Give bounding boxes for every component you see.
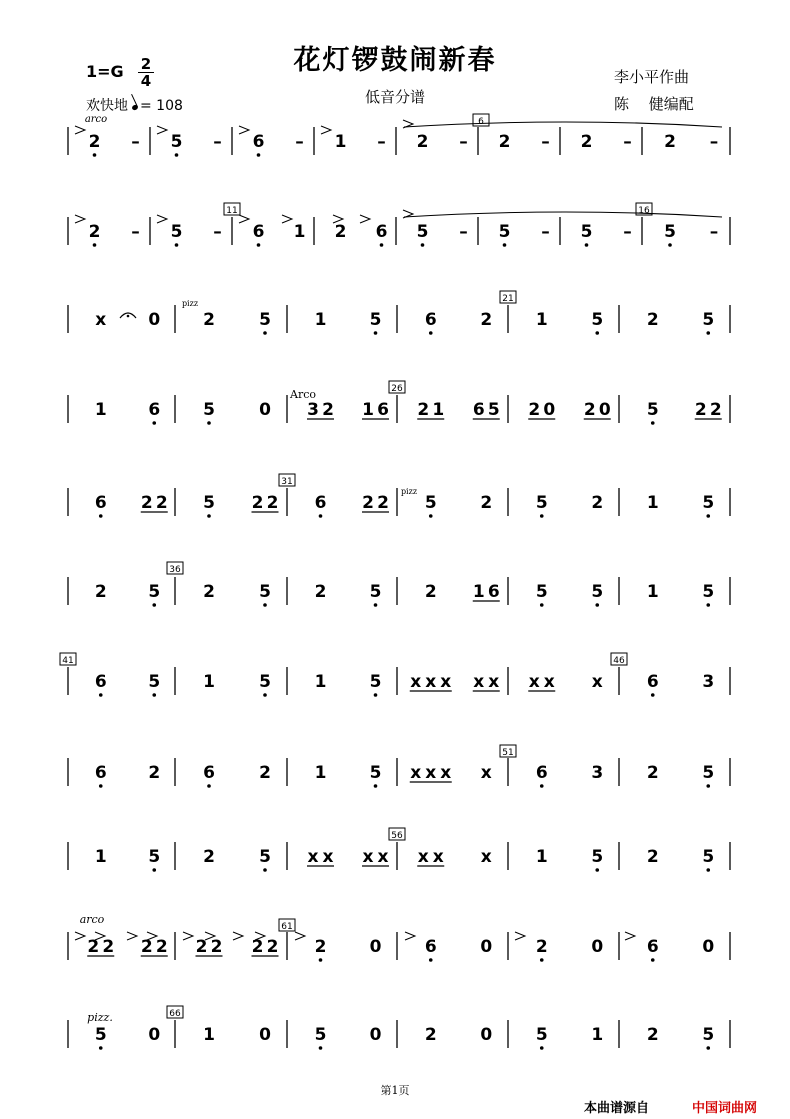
note-digit: 6 xyxy=(535,763,548,783)
note-digit: 6 xyxy=(472,400,485,420)
note-digit: 1 xyxy=(314,310,327,330)
note-digit: 0 xyxy=(480,1025,493,1045)
rehearsal-number: 51 xyxy=(502,748,514,758)
octave-dot xyxy=(595,331,599,335)
note-digit: 2 xyxy=(195,937,208,957)
octave-dot xyxy=(540,958,544,962)
octave-dot xyxy=(595,868,599,872)
articulation-text: pizz xyxy=(181,299,199,308)
dash-extension: – xyxy=(459,132,468,152)
note-digit: 5 xyxy=(170,222,183,242)
note-digit: 6 xyxy=(203,763,215,783)
octave-dot xyxy=(540,784,544,788)
note-digit: x xyxy=(362,847,374,867)
note-digit: 2 xyxy=(424,582,437,602)
note-digit: 2 xyxy=(480,310,493,330)
rehearsal-number: 6 xyxy=(478,117,484,127)
accent-icon xyxy=(127,932,137,940)
octave-dot xyxy=(207,421,211,425)
note-digit: 2 xyxy=(528,400,541,420)
octave-dot xyxy=(319,514,323,518)
note-digit: 5 xyxy=(369,582,382,602)
accent-icon xyxy=(157,215,167,223)
articulation-text: arco xyxy=(84,114,108,125)
note-digit: 5 xyxy=(148,847,161,867)
accent-icon xyxy=(295,932,305,940)
dash-extension: – xyxy=(623,222,632,242)
note-digit: 5 xyxy=(591,847,604,867)
note-digit: 2 xyxy=(334,222,347,242)
articulation-text: pizz. xyxy=(87,1011,113,1024)
accent-icon xyxy=(321,126,331,134)
octave-dot xyxy=(429,958,433,962)
note-digit: 6 xyxy=(94,763,107,783)
note-digit: 0 xyxy=(259,1025,271,1045)
octave-dot xyxy=(503,243,507,247)
note-digit: 5 xyxy=(702,847,715,867)
note-digit: 5 xyxy=(535,1025,548,1045)
note-digit: 2 xyxy=(646,847,659,867)
octave-dot xyxy=(706,603,710,607)
note-digit: 6 xyxy=(314,493,327,513)
note-digit: 2 xyxy=(203,310,215,330)
note-digit: 2 xyxy=(148,763,161,783)
rehearsal-number: 26 xyxy=(391,384,403,394)
note-digit: x xyxy=(432,847,444,867)
octave-dot xyxy=(175,243,179,247)
octave-dot xyxy=(99,784,103,788)
note-digit: 0 xyxy=(591,937,604,957)
octave-dot xyxy=(319,1046,323,1050)
note-digit: 2 xyxy=(140,493,153,513)
note-digit: 1 xyxy=(203,672,215,692)
note-digit: 2 xyxy=(266,493,279,513)
note-digit: x xyxy=(591,672,603,692)
note-digit: x xyxy=(440,672,452,692)
dash-extension: – xyxy=(623,132,632,152)
composer: 李小平作曲 xyxy=(614,68,690,86)
octave-dot xyxy=(207,784,211,788)
note-digit: 6 xyxy=(424,937,437,957)
note-digit: 5 xyxy=(148,672,161,692)
rehearsal-number: 36 xyxy=(169,565,181,575)
rehearsal-number: 41 xyxy=(62,656,74,666)
note-digit: 2 xyxy=(580,132,593,152)
octave-dot xyxy=(585,243,589,247)
note-digit: 5 xyxy=(416,222,429,242)
note-digit: 1 xyxy=(314,672,327,692)
page-title: 花灯锣鼓闹新春 xyxy=(293,45,497,76)
octave-dot xyxy=(380,243,384,247)
note-digit: 5 xyxy=(535,493,548,513)
accent-icon xyxy=(183,932,193,940)
note-digit: 2 xyxy=(203,847,215,867)
source-site-link[interactable]: 中国词曲网 xyxy=(692,1101,758,1116)
note-digit: 2 xyxy=(424,1025,437,1045)
octave-dot xyxy=(651,693,655,697)
note-digit: 2 xyxy=(210,937,223,957)
note-digit: 5 xyxy=(646,400,659,420)
note-digit: 6 xyxy=(252,132,265,152)
note-digit: 2 xyxy=(583,400,596,420)
note-digit: 2 xyxy=(694,400,707,420)
dash-extension: – xyxy=(541,132,550,152)
octave-dot xyxy=(152,693,156,697)
octave-dot xyxy=(152,603,156,607)
rehearsal-number: 66 xyxy=(169,1009,181,1019)
note-digit: x xyxy=(410,672,422,692)
dash-extension: – xyxy=(213,132,222,152)
note-digit: 2 xyxy=(591,493,604,513)
note-digit: 2 xyxy=(417,400,430,420)
note-digit: 5 xyxy=(702,763,715,783)
octave-dot xyxy=(263,331,267,335)
accent-icon xyxy=(405,932,415,940)
articulation-text: Arco xyxy=(290,388,316,401)
note-digit: 0 xyxy=(259,400,271,420)
note-digit: 0 xyxy=(148,310,161,330)
page-number: 第1页 xyxy=(380,1084,410,1097)
note-digit: 5 xyxy=(369,672,382,692)
note-digit: x xyxy=(307,847,319,867)
rehearsal-number: 16 xyxy=(638,206,650,216)
note-digit: 5 xyxy=(702,493,715,513)
octave-dot xyxy=(706,868,710,872)
note-digit: x xyxy=(528,672,540,692)
rehearsal-number: 31 xyxy=(281,477,293,487)
note-digit: 1 xyxy=(432,400,445,420)
rehearsal-number: 11 xyxy=(226,206,238,216)
note-digit: x xyxy=(95,310,107,330)
note-digit: x xyxy=(480,763,492,783)
page-subtitle: 低音分谱 xyxy=(364,88,425,106)
note-digit: 1 xyxy=(293,222,306,242)
octave-dot xyxy=(421,243,425,247)
note-digit: 5 xyxy=(259,310,271,330)
note-digit: 1 xyxy=(94,847,107,867)
note-digit: 2 xyxy=(251,493,264,513)
accent-icon xyxy=(360,215,370,223)
note-digit: 6 xyxy=(94,493,107,513)
note-digit: x xyxy=(425,763,437,783)
note-digit: x xyxy=(480,847,492,867)
note-digit: 2 xyxy=(664,132,676,152)
note-digit: 6 xyxy=(377,400,389,420)
rehearsal-number: 61 xyxy=(281,922,293,932)
note-digit: 5 xyxy=(702,582,715,602)
note-digit: 1 xyxy=(94,400,107,420)
accent-icon xyxy=(75,126,85,134)
octave-dot xyxy=(540,1046,544,1050)
note-digit: 2 xyxy=(416,132,429,152)
arranger: 陈 健编配 xyxy=(614,95,694,113)
accent-icon xyxy=(75,932,85,940)
dash-extension: – xyxy=(459,222,468,242)
octave-dot xyxy=(263,603,267,607)
note-digit: 6 xyxy=(424,310,437,330)
note-digit: 5 xyxy=(203,400,215,420)
octave-dot xyxy=(99,1046,103,1050)
note-digit: x xyxy=(425,672,437,692)
octave-dot xyxy=(651,421,655,425)
octave-dot xyxy=(706,784,710,788)
tempo-text: 欢快地 xyxy=(86,98,128,114)
note-digit: 5 xyxy=(664,222,676,242)
octave-dot xyxy=(651,958,655,962)
note-digit: 0 xyxy=(369,937,382,957)
note-digit: 6 xyxy=(94,672,107,692)
rehearsal-number: 56 xyxy=(391,831,403,841)
octave-dot xyxy=(595,603,599,607)
time-signature-bottom: 4 xyxy=(138,72,154,89)
dash-extension: – xyxy=(709,222,719,242)
note-digit: 2 xyxy=(498,132,511,152)
note-digit: 2 xyxy=(155,937,168,957)
note-digit: x xyxy=(440,763,452,783)
note-digit: 5 xyxy=(369,763,382,783)
octave-dot xyxy=(263,693,267,697)
octave-dot xyxy=(374,784,378,788)
note-digit: 0 xyxy=(480,937,493,957)
dash-extension: – xyxy=(131,132,140,152)
octave-dot xyxy=(257,243,261,247)
note-digit: 5 xyxy=(148,582,161,602)
note-digit: 5 xyxy=(170,132,183,152)
note-digit: 5 xyxy=(314,1025,327,1045)
note-digit: 2 xyxy=(646,310,659,330)
note-digit: 1 xyxy=(646,493,659,513)
note-digit: 3 xyxy=(307,400,319,420)
octave-dot xyxy=(540,514,544,518)
octave-dot xyxy=(319,958,323,962)
note-digit: 2 xyxy=(362,493,374,513)
note-digit: 0 xyxy=(369,1025,382,1045)
note-digit: 2 xyxy=(314,937,327,957)
note-digit: 1 xyxy=(472,582,485,602)
note-digit: 6 xyxy=(252,222,265,242)
slur-arc xyxy=(404,212,722,217)
time-signature-top: 2 xyxy=(140,55,152,73)
accent-icon xyxy=(239,215,249,223)
accent-icon xyxy=(282,215,292,223)
note-digit: 6 xyxy=(375,222,388,242)
note-digit: 5 xyxy=(702,1025,715,1045)
note-digit: x xyxy=(410,763,422,783)
octave-dot xyxy=(374,603,378,607)
note-digit: 1 xyxy=(314,763,327,783)
note-digit: 2 xyxy=(322,400,334,420)
note-digit: 5 xyxy=(369,310,382,330)
note-digit: x xyxy=(488,672,500,692)
note-digit: 6 xyxy=(646,937,659,957)
note-digit: 6 xyxy=(487,582,500,602)
accent-icon xyxy=(233,932,243,940)
note-digit: 5 xyxy=(535,582,548,602)
note-digit: 5 xyxy=(487,400,500,420)
accent-icon xyxy=(515,932,525,940)
note-digit: 2 xyxy=(94,582,107,602)
note-digit: 1 xyxy=(646,582,659,602)
articulation-text: pizz xyxy=(400,487,418,496)
note-digit: x xyxy=(417,847,429,867)
note-digit: 5 xyxy=(259,582,271,602)
note-digit: x xyxy=(322,847,334,867)
note-digit: 2 xyxy=(646,1025,659,1045)
note-digit: 2 xyxy=(88,132,101,152)
note-digit: 5 xyxy=(580,222,593,242)
dash-extension: – xyxy=(377,132,386,152)
fermata-dot xyxy=(127,315,130,318)
note-digit: 0 xyxy=(598,400,611,420)
source-label: 本曲谱源自 xyxy=(584,1101,650,1116)
accent-icon xyxy=(75,215,85,223)
octave-dot xyxy=(93,153,97,157)
accent-icon xyxy=(239,126,249,134)
octave-dot xyxy=(374,693,378,697)
accent-icon xyxy=(625,932,635,940)
octave-dot xyxy=(429,514,433,518)
note-digit: x xyxy=(377,847,389,867)
note-digit: 2 xyxy=(155,493,168,513)
note-digit: 2 xyxy=(709,400,722,420)
note-digit: 0 xyxy=(702,937,715,957)
note-digit: 3 xyxy=(591,763,604,783)
octave-dot xyxy=(152,421,156,425)
note-digit: 2 xyxy=(480,493,493,513)
note-digit: 5 xyxy=(94,1025,107,1045)
note-digit: 3 xyxy=(702,672,715,692)
octave-dot xyxy=(99,693,103,697)
octave-dot xyxy=(207,514,211,518)
note-digit: 2 xyxy=(203,582,215,602)
note-digit: 2 xyxy=(102,937,115,957)
note-digit: 1 xyxy=(591,1025,604,1045)
note-digit: 2 xyxy=(377,493,389,513)
note-digit: 2 xyxy=(88,222,101,242)
octave-dot xyxy=(263,868,267,872)
note-digit: 5 xyxy=(591,310,604,330)
note-digit: 2 xyxy=(535,937,548,957)
note-digit: 5 xyxy=(203,493,215,513)
octave-dot xyxy=(93,243,97,247)
octave-dot xyxy=(175,153,179,157)
octave-dot xyxy=(429,331,433,335)
note-digit: x xyxy=(543,672,555,692)
note-digit: 1 xyxy=(334,132,347,152)
note-digit: 5 xyxy=(259,672,271,692)
note-digit: 2 xyxy=(259,763,271,783)
octave-dot xyxy=(99,514,103,518)
accent-icon xyxy=(157,126,167,134)
note-digit: 1 xyxy=(362,400,374,420)
note-digit: 1 xyxy=(203,1025,215,1045)
note-digit: 2 xyxy=(140,937,153,957)
rehearsal-number: 21 xyxy=(502,294,514,304)
note-digit: x xyxy=(473,672,485,692)
note-digit: 2 xyxy=(646,763,659,783)
note-digit: 2 xyxy=(314,582,327,602)
note-digit: 1 xyxy=(535,310,548,330)
articulation-text: arco xyxy=(79,913,105,926)
dash-extension: – xyxy=(295,132,304,152)
note-digit: 2 xyxy=(251,937,264,957)
octave-dot xyxy=(374,331,378,335)
dash-extension: – xyxy=(131,222,140,242)
note-digit: 0 xyxy=(148,1025,161,1045)
octave-dot xyxy=(706,514,710,518)
dash-extension: – xyxy=(213,222,222,242)
note-digit: 5 xyxy=(424,493,437,513)
note-digit: 2 xyxy=(87,937,100,957)
octave-dot xyxy=(706,1046,710,1050)
note-digit: 6 xyxy=(148,400,161,420)
note-digit: 5 xyxy=(498,222,511,242)
octave-dot xyxy=(668,243,672,247)
rehearsal-number: 46 xyxy=(613,656,625,666)
dash-extension: – xyxy=(541,222,550,242)
tempo-value: = 108 xyxy=(140,98,183,114)
note-digit: 5 xyxy=(591,582,604,602)
octave-dot xyxy=(706,331,710,335)
note-digit: 2 xyxy=(266,937,279,957)
note-digit: 5 xyxy=(259,847,271,867)
note-digit: 5 xyxy=(702,310,715,330)
octave-dot xyxy=(257,153,261,157)
note-digit: 0 xyxy=(543,400,556,420)
dash-extension: – xyxy=(709,132,719,152)
note-digit: 1 xyxy=(535,847,548,867)
key-signature: 1=G xyxy=(86,62,124,81)
note-digit: 6 xyxy=(646,672,659,692)
slur-arc xyxy=(404,122,722,127)
score-notes xyxy=(60,114,730,1050)
octave-dot xyxy=(540,603,544,607)
octave-dot xyxy=(152,868,156,872)
